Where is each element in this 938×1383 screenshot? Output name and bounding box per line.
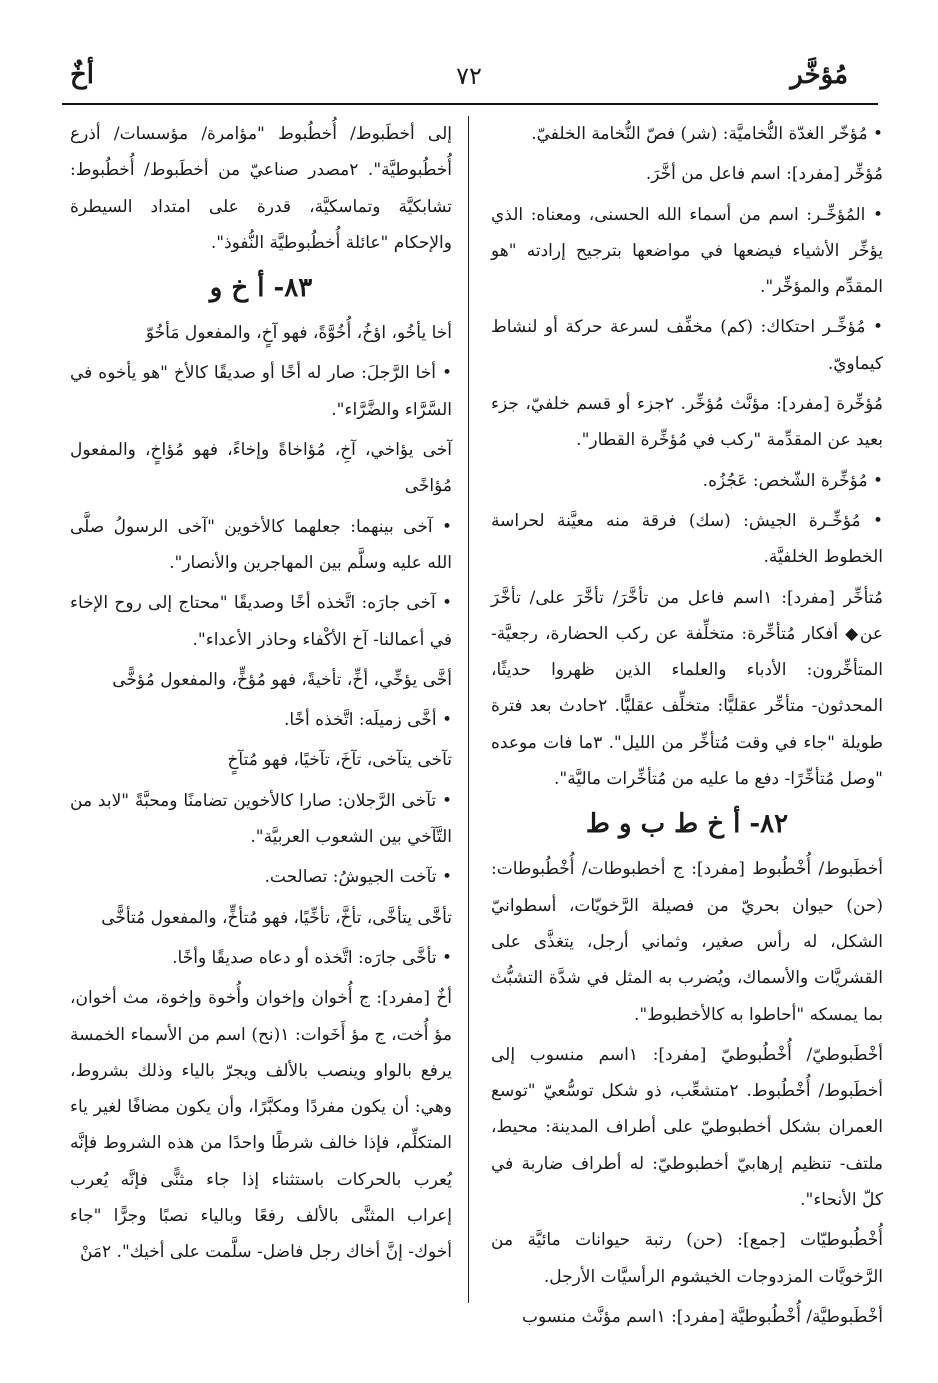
header-guide-word-right: مُؤخَّر [790, 60, 848, 90]
entry: أخْطَبوطيَّة/ أُخْطُبوطيَّة [مفرد]: ١اسم مؤنَّث منسوب [521, 1306, 883, 1327]
header-guide-word-left: أخٌ [70, 60, 95, 90]
entry: أخْطَبوطيّ/ أُخْطُبوطيّ [مفرد]: ١اسم منسوب إلى أخطَبوط/ أُخْطُبوط. ٢متشعِّب، ذو شكل توسُّعيّ "توسع العمران بشكل أخطبوطيّ على أطراف المدينة: محيط، ملتف- تنظيم إرهابيّ أخطبوطيّ: له أطراف ضاربة في كلّ الأنحاء". [491, 1044, 883, 1211]
entry: • تآخت الجيوشُ: تصالحت. [264, 867, 452, 888]
left-column [70, 116, 452, 1313]
entry: مُؤخِّر [مفرد]: اسم فاعل من أخَّرَ. [645, 164, 883, 185]
page-header [60, 50, 878, 100]
entry: • مُؤخِّـرة الجيش: (سك) فرقة منه معيَّنة لحراسة الخطوط الخلفيَّة. [491, 510, 883, 568]
entry: • مُؤخِّـر احتكاك: (كم) مخفِّف لسرعة حركة أو لنشاط كيماويّ. [491, 317, 883, 374]
entry: • مُؤخِّرة الشّخص: عَجُزُه. [702, 470, 883, 491]
entry: تآخى يتآخى، تآخَ، تآخيًا، فهو مُتآخٍ [227, 750, 452, 771]
entry: مُؤخِّرة [مفرد]: مؤنَّث مُؤخِّر. ٢جزء أو قسم خلفيّ، جزء بعيد عن المقدِّمة "ركب في مُؤخِّرة القطار". [491, 394, 883, 451]
entry: أخَّى يؤخِّي، أخِّ، تأخيةً، فهو مُؤخٍّ، والمفعول مُؤخًّى [112, 669, 452, 690]
column-divider [468, 116, 469, 1303]
entry: • أخا الرَّجلَ: صار له أخًا أو صديقًا كالأخ "هو يأخوه في السَّرَّاء والضَّرَّاء". [70, 363, 452, 420]
root-heading: ٨٢- أ خ ط ب و ط [585, 809, 789, 840]
entry: • مُؤخّر الغدّة النُّخاميَّة: (شر) فصّ النُّخامة الخلفيّ. [531, 124, 883, 144]
entry: أخا يأخُو، اؤخُ، أُخُوَّةً، فهو آخٍ، والمفعول مَأخُوّ [145, 323, 452, 344]
right-column [491, 116, 884, 1327]
entry: أُخْطُبوطيّات [جمع]: (حن) رتبة حيوانات مائيَّة من الرَّخويَّات المزدوجات الخيشوم الرأسيَّات الأرجل. [491, 1230, 883, 1287]
entry: • تآخى الرَّجلان: صارا كالأخوين تضامنًا ومحبَّةً "لابد من التَّآخي بين الشعوب العربيَّة". [70, 790, 452, 848]
entry: • آخى جارَه: اتَّخذه أخًا وصديقًا "محتاج إلى روح الإخاء في أعمالنا- آخ الأكْفاء وحاذر الأعداء". [70, 593, 452, 650]
entry: أخطَبوط/ أُخْطُبوط [مفرد]: ج أخطبوطات/ أُخْطُبوطات: (حن) حيوان بحريّ من فصيلة الرَّخويّات، أسطوانيّ الشكل، له رأس صغير، وثماني أرجل، يتغذَّى على القشريَّات والأسماك، ويُضرب به المثل في شدَّة التشبُّث بما يمسكه "أحاطوا به كالأخطبوط". [491, 859, 883, 1025]
page-number: ٧٢ [456, 62, 482, 90]
entry: • أخَّى زميلَه: اتَّخذه أخًا. [283, 710, 452, 731]
root-heading: ٨٣- أ خ و [209, 273, 313, 304]
entry: أخٌ [مفرد]: ج أُخوان وإخوان وأُخوة وإخوة، مث أخوان، مؤ أُخت، ج مؤ أَخَوات: ١(نح) اسم من الأسماء الخمسة يرفع بالواو وينصب بالألف ويجرّ بالياء وذلك بشروط، وهي: أن يكون مفردًا ومكبَّرًا، وأن يكون مضافًا لغير ياء المتكلِّم، فإذا خالف شرطًا واحدًا من هذه الشروط فإنَّه يُعرب بالحركات باستثناء إذا جاء مثنًّى فإنَّه يُعرب إعراب المثنَّى بالألف رفعًا وبالياء نصبًا وجرًّا "جاء أخوك- إنَّ أخاك رجل فاضل- سلَّمت على أخيك". ٢مَنْ [70, 988, 452, 1263]
entry: آخى يؤاخي، آخِ، مُؤاخاةً وإخاءً، فهو مُؤاخٍ، والمفعول مُؤاخًى [70, 440, 452, 497]
entry: إلى أخطَبوط/ أُخطُبوط "مؤامرة/ مؤسسات/ أذرع أُخطُبوطيَّة". ٢مصدر صناعيّ من أخطَبوط/ أُخطُبوط: تشابكيَّة وتماسكيَّة، قدرة على امتداد السيطرة والإحكام "عائلة أُخطُبوطيَّة النُّفوذ". [70, 124, 452, 253]
entry: مُتأخِّر [مفرد]: ١اسم فاعل من تأخَّرَ/ تأخَّرَ على/ تأخَّرَ عن◆ أفكار مُتأخِّرة: متخلِّفة عن ركب الحضارة، رجعيَّة- المتأخِّرون: الأدباء والعلماء الذين ظهروا حديثًا، المحدثون- متأخِّر عقليًّا: متخلِّف عقليًّا. ٢حادث بعد فترة طويلة "جاء في وقت مُتأخِّر من الليل". ٣ما فات موعده "وصل مُتأخِّرًا- دفع ما عليه من مُتأخِّرات ماليَّة". [491, 587, 884, 790]
entry: • آخى بينهما: جعلهما كالأخوين "آخى الرسولُ صلَّى الله عليه وسلَّم بين المهاجرين والأنصار". [70, 516, 452, 573]
entry: • تأخَّى جارَه: اتَّخذه أو دعاه صديقًا وأخًا. [172, 947, 452, 968]
entry: • المُؤخِّـر: اسم من أسماء الله الحسنى، ومعناه: الذي يؤخِّر الأشياء فيضعها في مواضعها بترجيح إرادته "هو المقدِّم والمؤخِّر". [491, 204, 883, 298]
header-rule [62, 103, 878, 105]
entry: تأخَّى يتأخَّى، تأخَّ، تأخِّيًا، فهو مُتأخٍّ، والمفعول مُتأخًّى [101, 907, 452, 928]
